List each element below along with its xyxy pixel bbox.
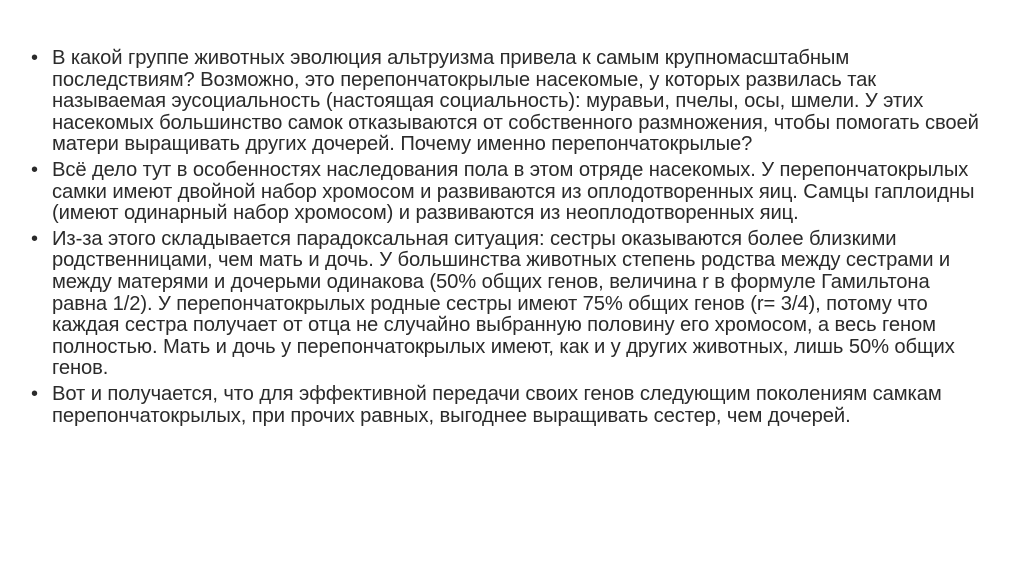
bullet-text: Из-за этого складывается парадоксальная ситуация: сестры оказываются более близкими родственницами, чем мать и дочь. У большинства животных степень родства между сестрами и между матерями и дочерьми одинакова (50% общих генов, величина r в формуле Гамильтона равна 1/2). У перепончатокрылых родные сестры имеют 75% общих генов (r= 3/4), потому что каждая сестра получает от отца не случайно выбранную половину его хромосом, а весь геном полностью. Мать и дочь у перепончатокрылых имеют, как и у других животных, лишь 50% общих генов. xyxy=(52,227,955,380)
bullet-marker: • xyxy=(31,227,38,250)
bullet-marker: • xyxy=(31,158,38,181)
bullet-item-4 xyxy=(30,384,990,427)
bullet-text: Вот и получается, что для эффективной передачи своих генов следующим поколениям самкам перепончатокрылых, при прочих равных, выгоднее выращивать сестер, чем дочерей. xyxy=(52,382,942,427)
bullet-marker: • xyxy=(31,47,38,69)
bullet-item-2 xyxy=(30,160,990,225)
bullet-list xyxy=(30,48,990,431)
bullet-marker: • xyxy=(31,382,38,405)
bullet-item-3 xyxy=(30,229,990,380)
bullet-text: Всё дело тут в особенностях наследования пола в этом отряде насекомых. У перепончатокрылых самки имеют двойной набор хромосом и развиваются из оплодотворенных яиц. Самцы гаплоидны (имеют одинарный набор хромосом) и развиваются из неоплодотворенных яиц. xyxy=(52,158,975,225)
bullet-item-1 xyxy=(30,48,990,156)
bullet-text: В какой группе животных эволюция альтруизма привела к самым крупномасштабным последствиям? Возможно, это перепончатокрылые насекомые, у которых развилась так называемая эусоциальность (настоящая социальность): муравьи, пчелы, осы, шмели. У этих насекомых большинство самок отказываются от собственного размножения, чтобы помогать своей матери выращивать других дочерей. Почему именно перепончатокрылые? xyxy=(52,47,979,156)
